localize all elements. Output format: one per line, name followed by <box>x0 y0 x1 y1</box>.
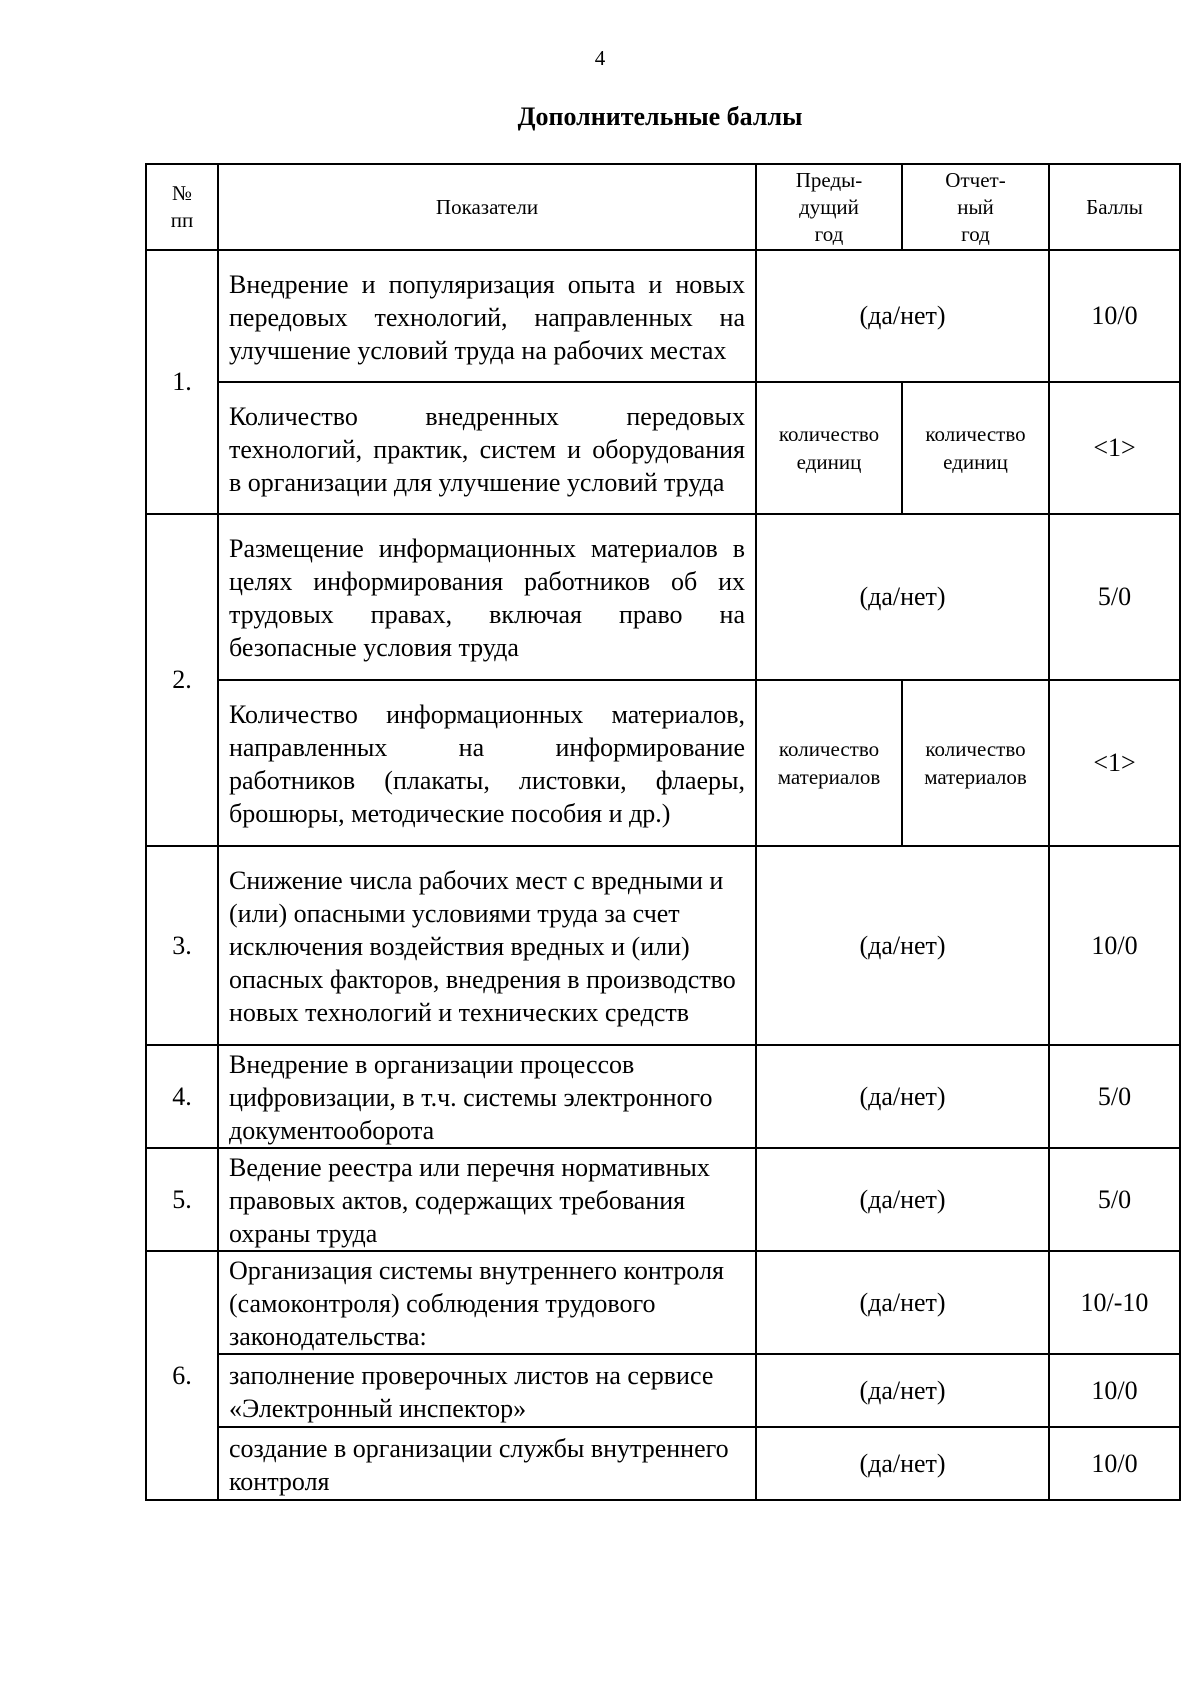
header-num: № пп <box>146 164 218 250</box>
indicator-text: Внедрение в организации процессов цифровизации, в т.ч. системы электронного документооборота <box>218 1045 756 1148</box>
points-cell: 5/0 <box>1049 1045 1180 1148</box>
points-cell: 10/0 <box>1049 846 1180 1045</box>
reporting-year-cell: количество единиц <box>902 382 1049 514</box>
header-previous-year: Преды- дущий год <box>756 164 902 250</box>
header-points: Баллы <box>1049 164 1180 250</box>
table-row <box>146 1148 1180 1251</box>
points-cell: 5/0 <box>1049 1148 1180 1251</box>
header-indicators: Показатели <box>218 164 756 250</box>
previous-year-cell: количество материалов <box>756 680 902 846</box>
table-row <box>146 1251 1180 1354</box>
points-cell: 10/0 <box>1049 1427 1180 1500</box>
indicator-text: Ведение реестра или перечня нормативных правовых актов, содержащих требования охраны труда <box>218 1148 756 1251</box>
indicator-text: Размещение информационных материалов в целях информирования работников об их трудовых правах, включая право на безопасные условия труда <box>218 514 756 680</box>
value-cell: (да/нет) <box>756 846 1049 1045</box>
table-row <box>146 846 1180 1045</box>
row-number: 1. <box>146 250 218 514</box>
page-title: Дополнительные баллы <box>517 102 803 131</box>
value-cell: (да/нет) <box>756 1354 1049 1427</box>
row-number: 2. <box>146 514 218 846</box>
indicator-text: Внедрение и популяризация опыта и новых передовых технологий, направленных на улучшение условий труда на рабочих местах <box>218 250 756 382</box>
table-header-row <box>146 164 1180 250</box>
value-cell: (да/нет) <box>756 1251 1049 1354</box>
points-cell: 10/0 <box>1049 250 1180 382</box>
reporting-year-cell: количество материалов <box>902 680 1049 846</box>
table-row <box>146 514 1180 680</box>
table-row <box>146 1354 1180 1427</box>
previous-year-cell: количество единиц <box>756 382 902 514</box>
points-cell: <1> <box>1049 680 1180 846</box>
value-cell: (да/нет) <box>756 1045 1049 1148</box>
table-row <box>146 382 1180 514</box>
indicator-text: Снижение числа рабочих мест с вредными и (или) опасными условиями труда за счет исключения воздействия вредных и (или) опасных факторов, внедрения в производство новых технологий и технических средств <box>218 846 756 1045</box>
indicator-text: создание в организации службы внутреннего контроля <box>218 1427 756 1500</box>
value-cell: (да/нет) <box>756 250 1049 382</box>
points-cell: 10/0 <box>1049 1354 1180 1427</box>
row-number: 6. <box>146 1251 218 1500</box>
row-number: 5. <box>146 1148 218 1251</box>
table-row <box>146 1045 1180 1148</box>
points-cell: 5/0 <box>1049 514 1180 680</box>
value-cell: (да/нет) <box>756 514 1049 680</box>
indicator-text: Организация системы внутреннего контроля (самоконтроля) соблюдения трудового законодательства: <box>218 1251 756 1354</box>
points-cell: <1> <box>1049 382 1180 514</box>
indicator-text: заполнение проверочных листов на сервисе «Электронный инспектор» <box>218 1354 756 1427</box>
header-reporting-year: Отчет- ный год <box>902 164 1049 250</box>
table-row <box>146 250 1180 382</box>
row-number: 3. <box>146 846 218 1045</box>
value-cell: (да/нет) <box>756 1427 1049 1500</box>
value-cell: (да/нет) <box>756 1148 1049 1251</box>
table-row <box>146 680 1180 846</box>
indicators-table <box>145 163 1181 1501</box>
table-row <box>146 1427 1180 1500</box>
page-number: 4 <box>594 46 606 70</box>
indicator-text: Количество информационных материалов, направленных на информирование работников (плакаты, листовки, флаеры, брошюры, методические пособия и др.) <box>218 680 756 846</box>
row-number: 4. <box>146 1045 218 1148</box>
indicator-text: Количество внедренных передовых технологий, практик, систем и оборудования в организации для улучшение условий труда <box>218 382 756 514</box>
points-cell: 10/-10 <box>1049 1251 1180 1354</box>
